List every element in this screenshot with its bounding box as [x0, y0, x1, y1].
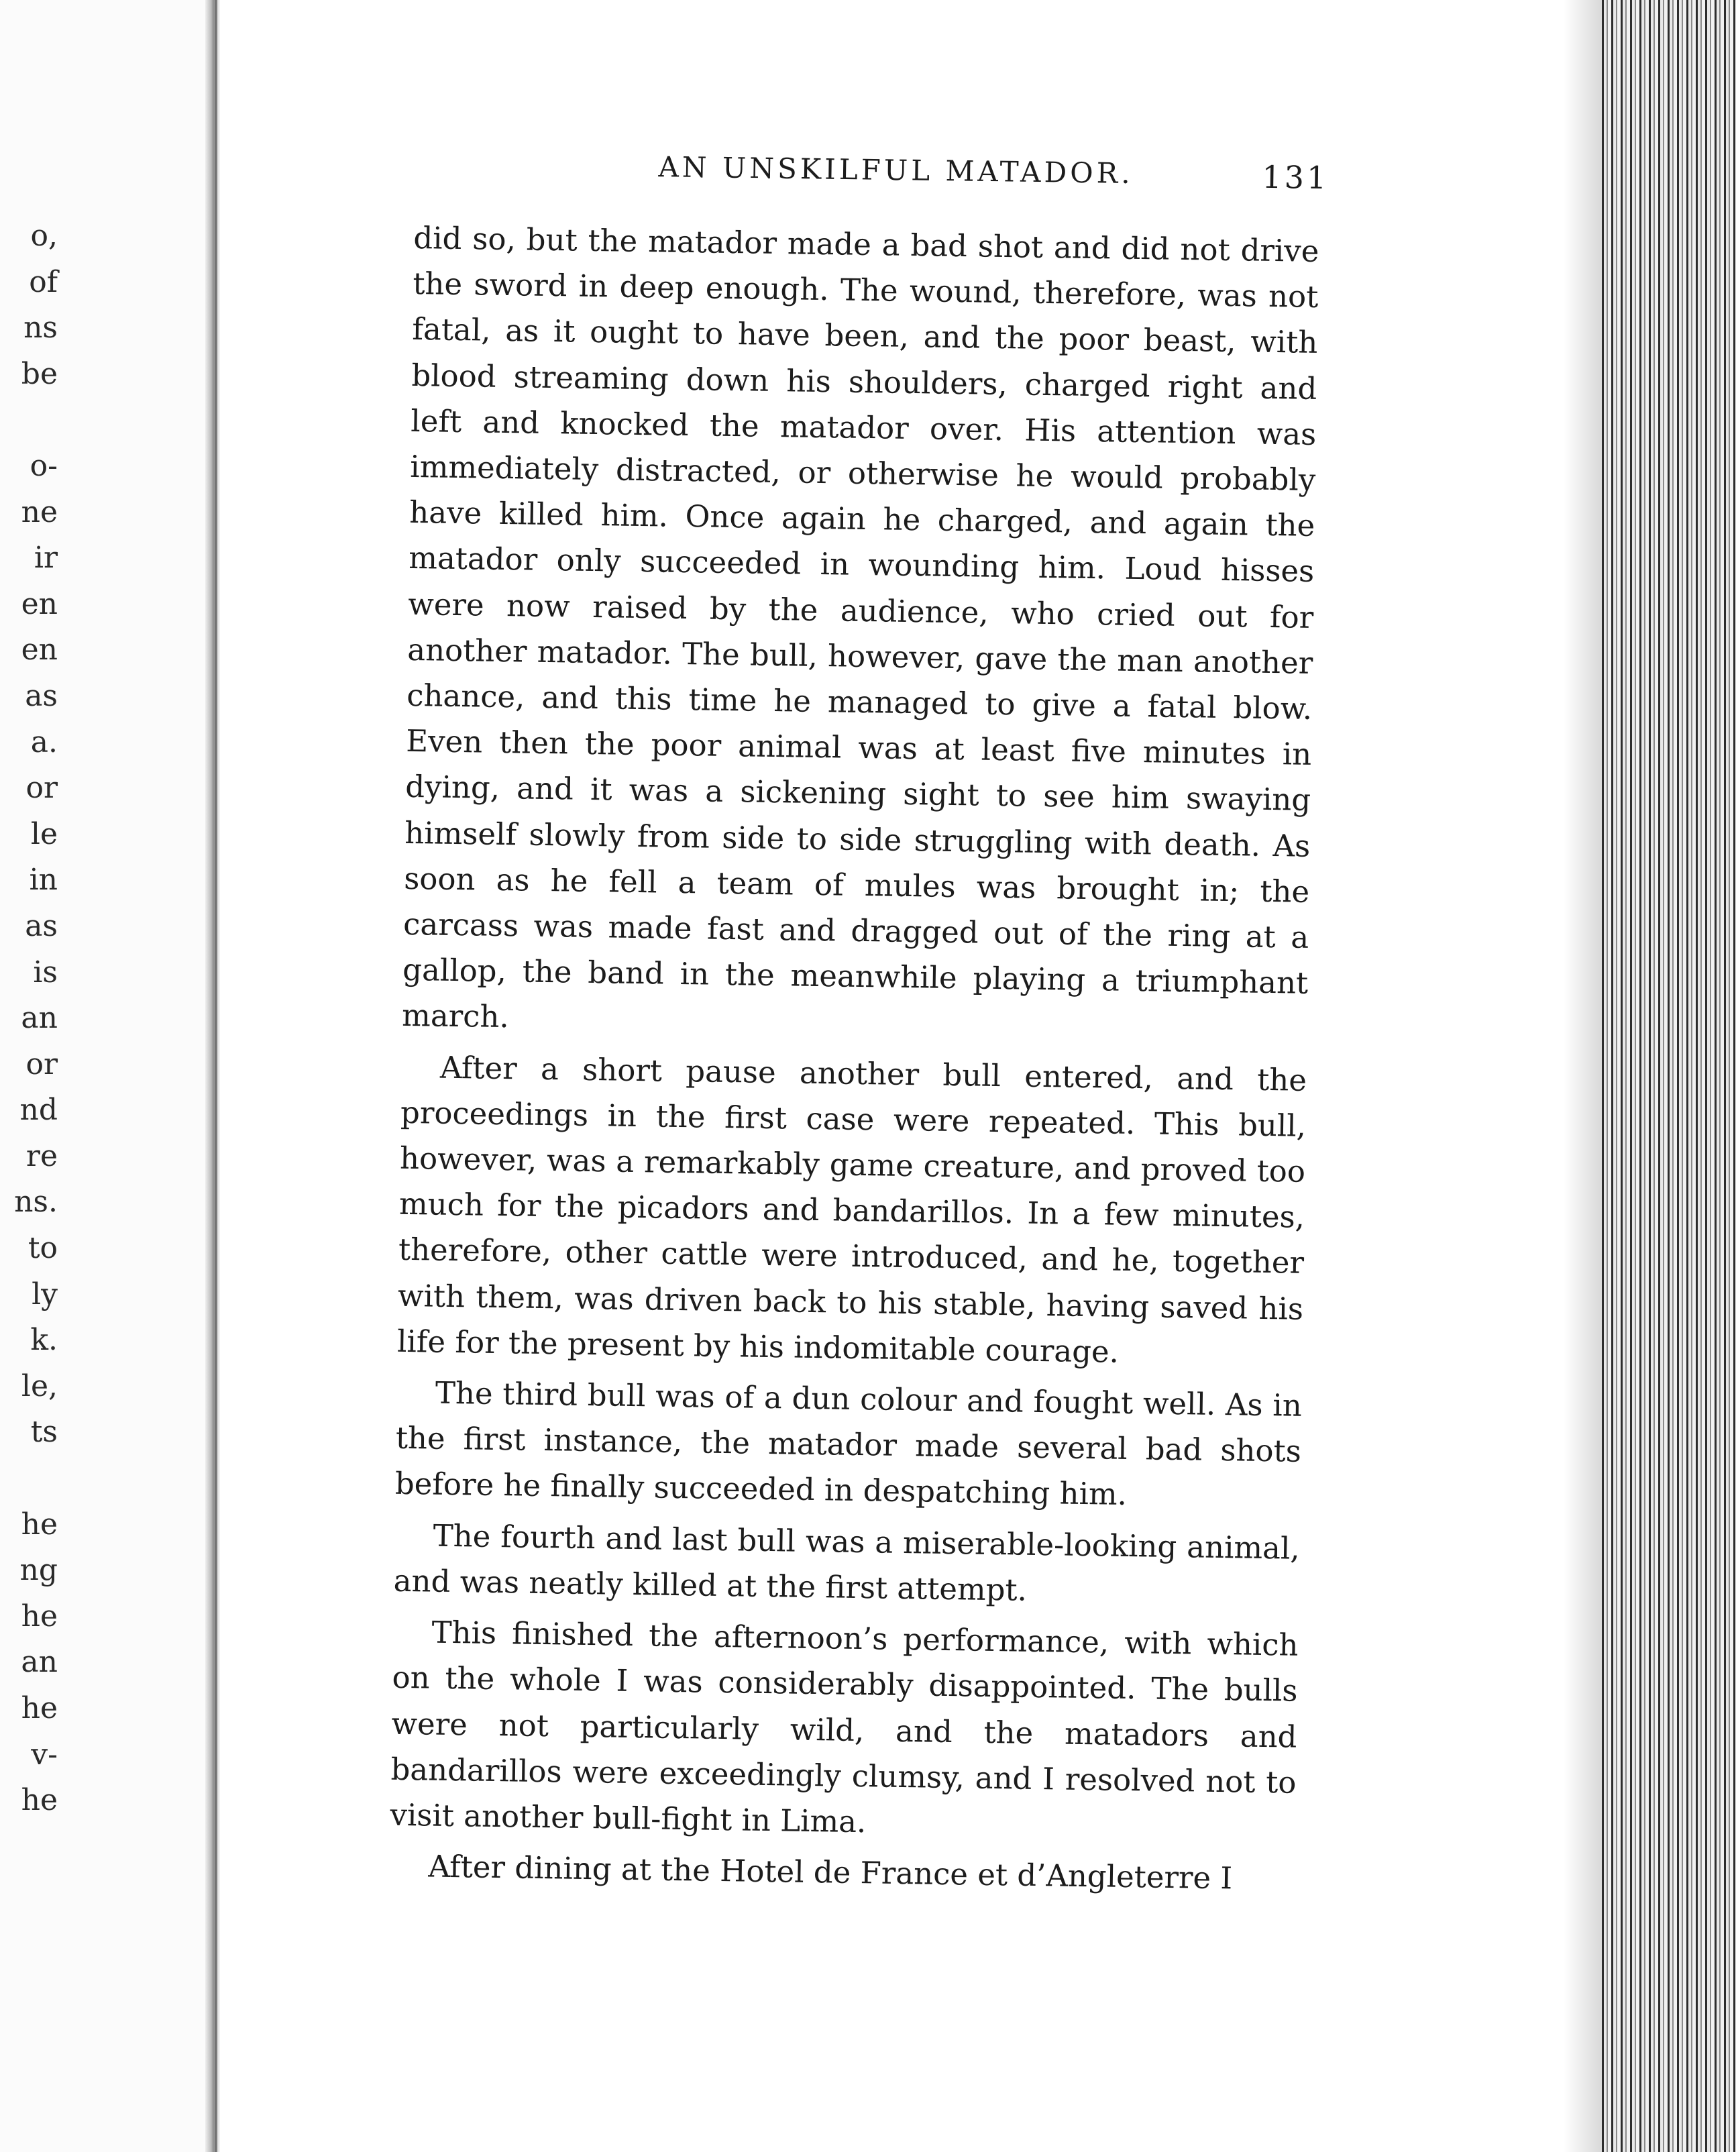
- line-fragment: le,: [21, 1368, 58, 1403]
- line-fragment: or: [25, 1046, 58, 1081]
- line-fragment: he: [21, 1783, 58, 1818]
- line-fragment: o-: [30, 448, 58, 483]
- line-fragment: o,: [30, 219, 58, 253]
- line-fragment: nd: [19, 1093, 58, 1128]
- line-fragment: an: [21, 1645, 58, 1680]
- line-fragment: re: [25, 1138, 58, 1173]
- line-fragment: be: [21, 356, 58, 391]
- line-fragment: of: [29, 264, 58, 299]
- line-fragment: a.: [30, 724, 58, 759]
- line-fragment: ly: [32, 1277, 58, 1311]
- page-number: 131: [1262, 158, 1330, 197]
- line-fragment: v-: [31, 1737, 58, 1772]
- line-fragment: to: [28, 1231, 58, 1266]
- left-page-line-fragments: [0, 213, 58, 1824]
- paragraph: After dining at the Hotel de France et d’Angleterre I: [428, 1848, 1233, 1896]
- line-fragment: ne: [21, 494, 58, 529]
- line-fragment: he: [21, 1691, 58, 1725]
- line-fragment: in: [29, 863, 58, 898]
- paragraph: This finished the afternoon’s performance, with which on the whole I was considerably disappointed. The bulls were not particularly wild, and the matadors and bandarillos were exceedingly clumsy, and I resolved not to visit another bull-fight in Lima.: [390, 1614, 1299, 1840]
- line-fragment: [0, 397, 58, 443]
- body-text: [389, 215, 1319, 1902]
- paragraph: The fourth and last bull was a miserable-looking animal, and was neatly killed at the first attempt.: [393, 1517, 1301, 1608]
- line-fragment: ns: [23, 311, 58, 345]
- line-fragment: or: [25, 771, 58, 806]
- line-fragment: le: [30, 816, 58, 851]
- line-fragment: he: [21, 1599, 58, 1633]
- line-fragment: en: [21, 586, 58, 621]
- line-fragment: k.: [30, 1323, 58, 1358]
- line-fragment: as: [25, 678, 58, 713]
- line-fragment: ng: [19, 1553, 58, 1588]
- book-gutter: [205, 0, 220, 2152]
- line-fragment: ts: [30, 1415, 58, 1450]
- paragraph: After a short pause another bull entered, and the proceedings in the first case were repeated. This bull, however, was a remarkably game creature, and proved too much for the picadors and bandarillos. In a few minutes, therefore, other cattle were introduced, and he, together with them, was driven back to his stable, having saved his life for the present by his indomitable courage.: [396, 1049, 1307, 1370]
- line-fragment: as: [25, 908, 58, 943]
- paragraph: The third bull was of a dun colour and fought well. As in the first instance, the matador made several bad shots before he finally succeeded in despatching him.: [394, 1375, 1303, 1513]
- paragraph: did so, but the matador made a bad shot and did not drive the sword in deep enough. The wound, therefore, was not fatal, as it ought to have been, and the poor beast, with blood streaming down his shoulders, charged right and left and knocked the matador over. His attention was immediately distracted, or otherwise he would probably have killed him. Once again he charged, and again the matador only succeeded in wounding him. Loud hisses were now raised by the audience, who cried out for another matador. The bull, however, gave the man another chance, and this time he managed to give a fatal blow. Even then the poor animal was at least five minutes in dying, and it was a sickening sight to see him swaying himself slowly from side to side struggling with death. As soon as he fell a team of mules was brought in; the carcass was made fast and dragged out of the ring at a gallop, the band in the meanwhile playing a triumphant march.: [401, 219, 1319, 1035]
- line-fragment: ir: [34, 541, 58, 576]
- left-page: [0, 0, 208, 2152]
- page-block-edge: [1602, 0, 1736, 2152]
- running-head-title: AN UNSKILFUL MATADOR.: [658, 150, 1134, 191]
- gutter-shadow-line: [215, 0, 217, 2152]
- line-fragment: he: [21, 1507, 58, 1542]
- line-fragment: [0, 1456, 58, 1502]
- line-fragment: en: [21, 633, 58, 667]
- line-fragment: an: [21, 1001, 58, 1036]
- line-fragment: ns.: [14, 1185, 58, 1220]
- line-fragment: is: [33, 955, 58, 989]
